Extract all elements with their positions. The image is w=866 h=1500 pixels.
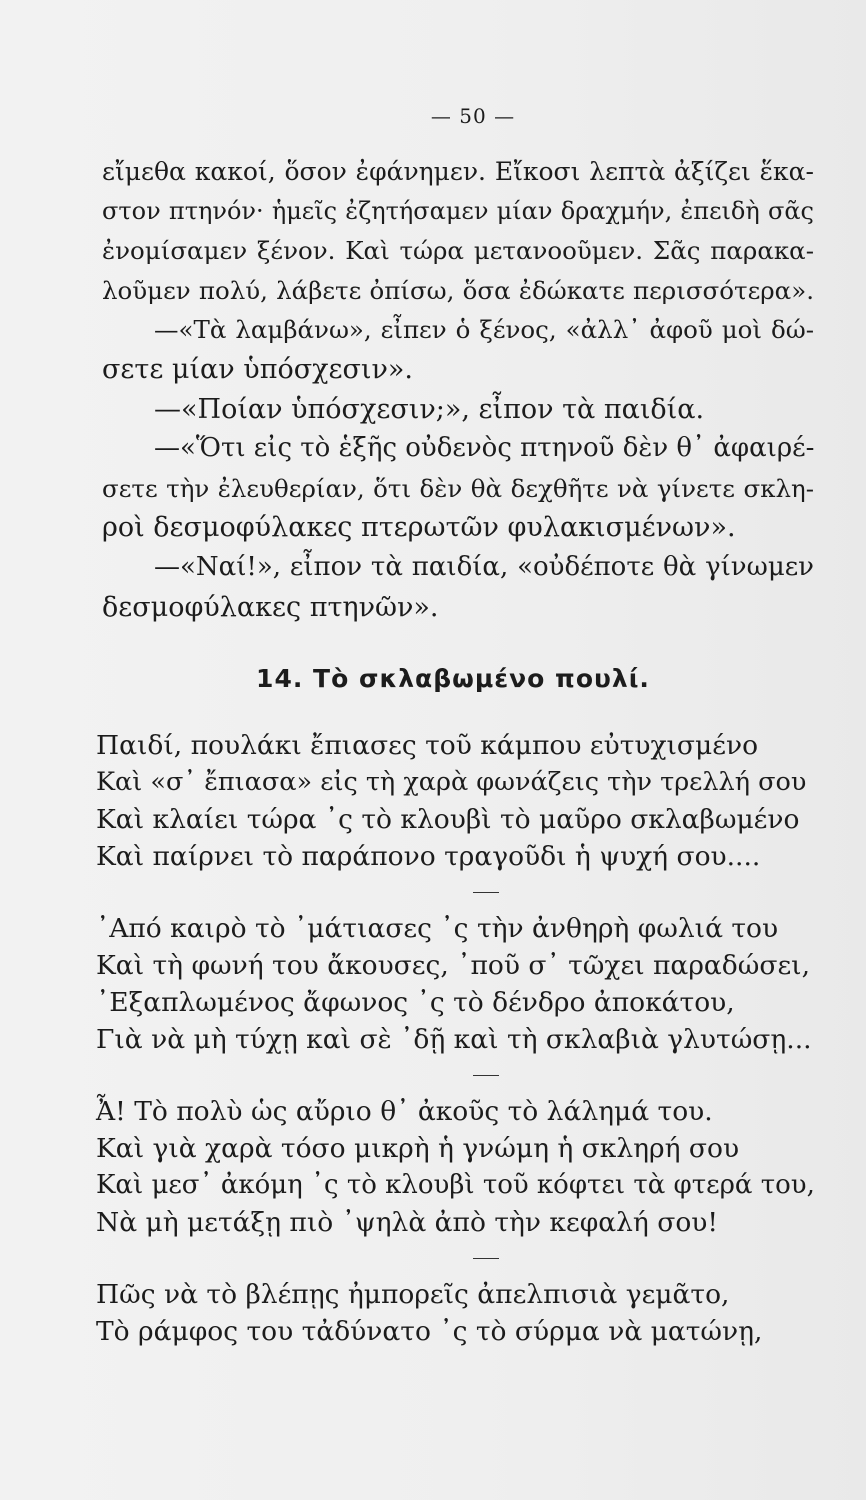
poem-verse: Καὶ κλαίει τώρα ᾽ς τὸ κλουβὶ τὸ μαῦρο σκλαβωμένο — [96, 804, 800, 835]
page-number: — 50 — — [430, 104, 516, 128]
poem-verse: Πῶς νὰ τὸ βλέπῃς ἠμπορεῖς ἀπελπισιὰ γεμᾶτο, — [96, 1279, 730, 1310]
prose-line: —«Ναί!», εἶπον τὰ παιδία, «οὐδέποτε θὰ γίνωμεν — [154, 551, 814, 582]
prose-line: —«Ποίαν ὑπόσχεσιν;», εἶπον τὰ παιδία. — [154, 393, 705, 425]
prose-line: εἴμεθα κακοί, ὅσον ἐφάνημεν. Εἴκοσι λεπτὰ ἀξίζει ἕκα- — [102, 157, 814, 186]
poem — [96, 727, 816, 1350]
poem-verse: Καὶ μεσ᾽ ἀκόμη ᾽ς τὸ κλουβὶ τοῦ κόφτει τὰ φτερά του, — [96, 1170, 815, 1200]
prose-line: —«Τὰ λαμβάνω», εἶπεν ὁ ξένος, «ἀλλ᾽ ἀφοῦ μοὶ δώ- — [154, 315, 814, 345]
poem-stanza — [96, 727, 816, 875]
poem-verse: Καὶ γιὰ χαρὰ τόσο μικρὴ ἡ γνώμη ἡ σκληρή σου — [96, 1133, 740, 1164]
poem-verse: Καὶ τὴ φωνή του ἄκουσες, ᾽ποῦ σ᾽ τῶχει παραδώσει, — [96, 950, 810, 981]
poem-verse: Καὶ παίρνει τὸ παράπονο τραγοῦδι ἡ ψυχή σου.... — [96, 841, 761, 872]
prose-line: λοῦμεν πολύ, λάβετε ὀπίσω, ὅσα ἐδώκατε περισσότερα». — [102, 275, 814, 305]
poem-verse: Παιδί, πουλάκι ἔπιασες τοῦ κάμπου εὐτυχισμένο — [96, 730, 759, 761]
poem-verse: Ἆ! Τὸ πολὺ ὡς αὔριο θ᾽ ἀκοῦς τὸ λάλημά του. — [96, 1096, 713, 1127]
prose-line: ἐνομίσαμεν ξένον. Καὶ τώρα μετανοοῦμεν. Σᾶς παρακα- — [102, 236, 814, 266]
prose-block — [102, 152, 814, 627]
poem-verse: Γιὰ νὰ μὴ τύχῃ καὶ σὲ ᾽δῇ καὶ τὴ σκλαβιὰ γλυτώσῃ... — [96, 1024, 812, 1055]
prose-line: ροὶ δεσμοφύλακες πτερωτῶν φυλακισμένων». — [102, 512, 736, 544]
stanza-separator — [473, 1075, 499, 1076]
prose-line: στον πτηνόν· ἡμεῖς ἐζητήσαμεν μίαν δραχμήν, ἐπειδὴ σᾶς — [102, 196, 814, 225]
prose-line: σετε τὴν ἐλευθερίαν, ὅτι δὲν θὰ δεχθῆτε νὰ γίνετε σκλη- — [102, 473, 814, 503]
poem-stanza — [96, 1276, 816, 1350]
poem-verse: ᾽Από καιρὸ τὸ ᾽μάτιασες ᾽ς τὴν ἀνθηρὴ φωλιά του — [96, 913, 779, 944]
poem-verse: Τὸ ράμφος του τἀδύνατο ᾽ς τὸ σύρμα νὰ ματώνῃ, — [96, 1316, 763, 1347]
poem-stanza — [96, 1093, 816, 1241]
stanza-separator — [473, 1258, 499, 1259]
poem-verse: Νὰ μὴ μετάξῃ πιὸ ᾽ψηλὰ ἀπὸ τὴν κεφαλή σου! — [96, 1207, 719, 1238]
prose-line: —«Ὅτι εἰς τὸ ἑξῆς οὐδενὸς πτηνοῦ δὲν θ᾽ ἀφαιρέ- — [154, 433, 815, 464]
prose-line: δεσμοφύλακες πτηνῶν». — [102, 591, 439, 623]
poem-verse: Καὶ «σ᾽ ἔπιασα» εἰς τὴ χαρὰ φωνάζεις τὴν τρελλή σου — [96, 767, 807, 797]
prose-line: σετε μίαν ὑπόσχεσιν». — [102, 353, 414, 385]
poem-stanza — [96, 910, 816, 1058]
poem-verse: ᾽Εξαπλωμένος ἄφωνος ᾽ς τὸ δένδρο ἀποκάτου, — [96, 987, 735, 1018]
section-heading: 14. Τὸ σκλαβωμένο πουλί. — [256, 664, 650, 693]
stanza-separator — [473, 892, 499, 893]
